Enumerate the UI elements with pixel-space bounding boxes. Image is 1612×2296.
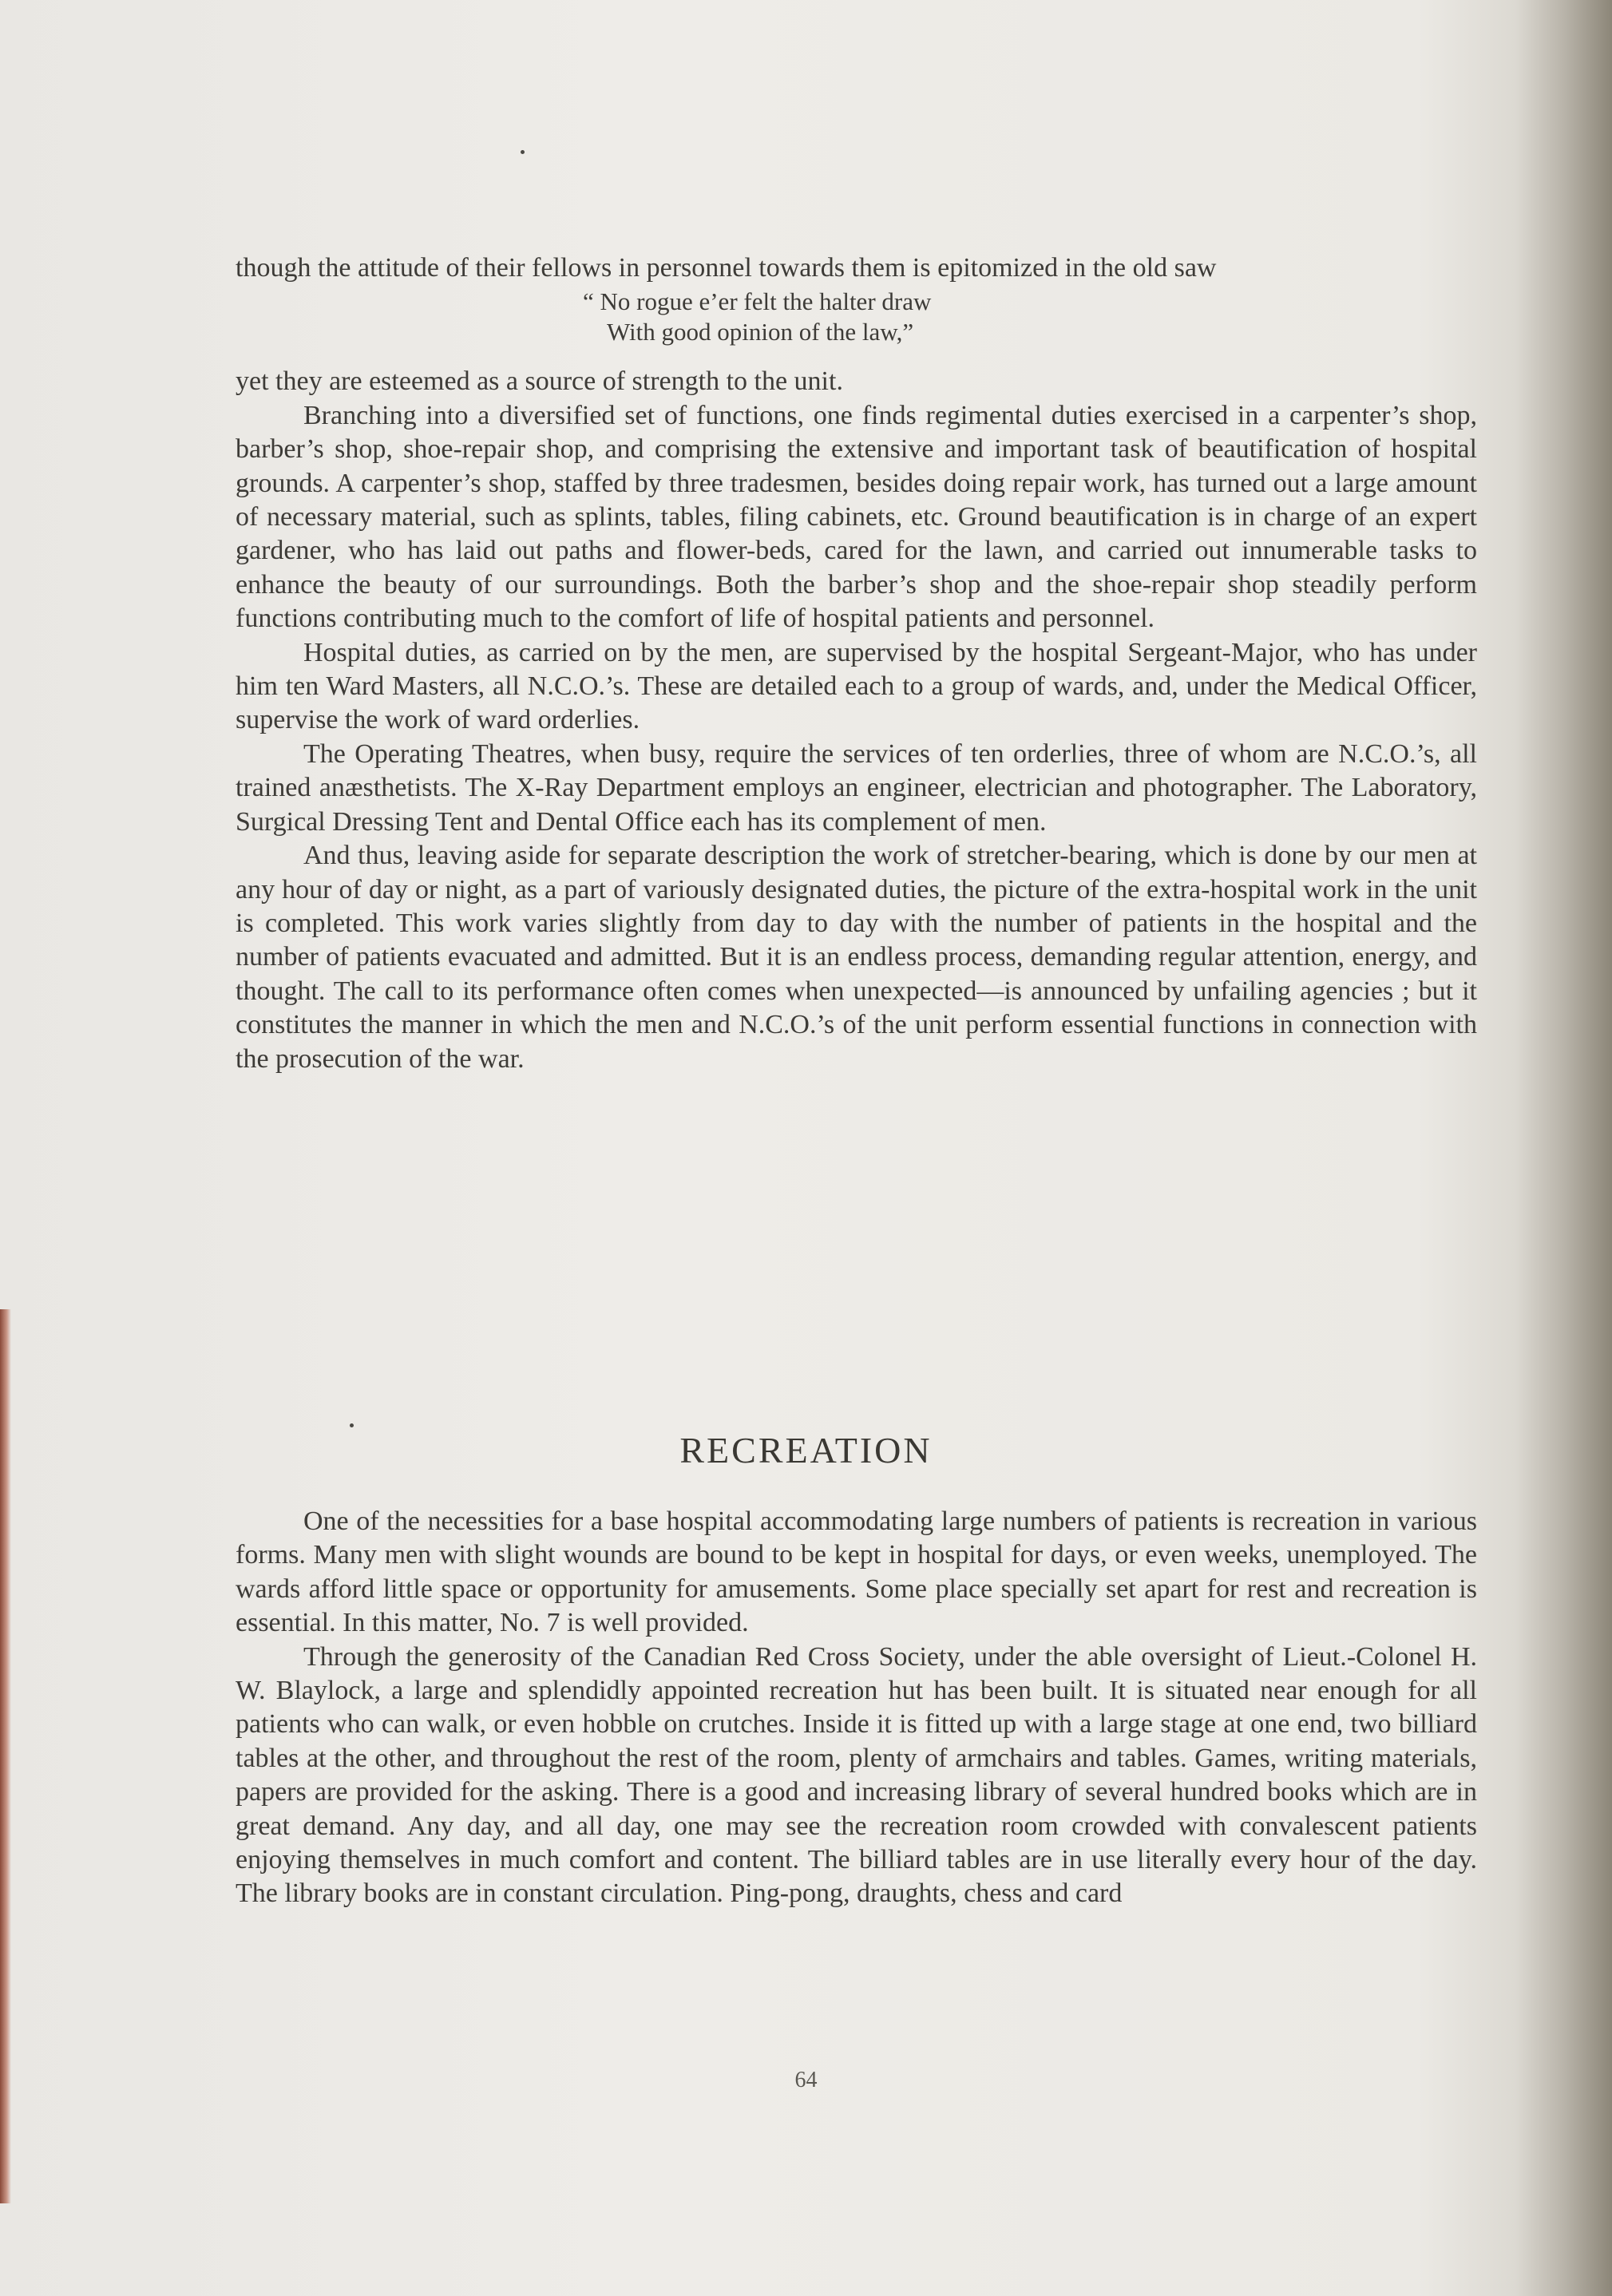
verse-line-2: With good opinion of the law,” (607, 318, 914, 346)
section-heading: RECREATION (679, 1430, 933, 1471)
paragraph: Hospital duties, as carried on by the men, are supervised by the hospital Sergeant-Major, who has under him ten Ward Masters, all N.C.O.’s. These are detailed each to a group of wards, and, under the Medical Officer, supervise the work of ward orderlies. (236, 637, 1477, 735)
verse-quote (583, 287, 1477, 347)
paragraph: One of the necessities for a base hospital accommodating large numbers of patients is recreation in various forms. Many men with slight wounds are bound to be kept in hospital for days, or even weeks, unemployed. The wards afford little space or opportunity for amusements. Some place specially set apart for rest and recreation is essential. In this matter, No. 7 is well provided. (236, 1506, 1477, 1638)
ink-speck (350, 1423, 354, 1427)
paragraph: yet they are esteemed as a source of strength to the unit. (236, 366, 843, 397)
ink-speck (521, 150, 525, 154)
page-number: 64 (794, 2068, 818, 2092)
paragraph: Branching into a diversified set of functions, one finds regimental duties exercised in a carpenter’s shop, barber’s shop, shoe-repair shop, and comprising the extensive and important task of beautification of hospital grounds. A carpenter’s shop, staffed by three tradesmen, besides doing repair work, has turned out a large amount of necessary material, such as splints, tables, filing cabinets, etc. Ground beautification is in charge of an expert gardener, who has laid out paths and flower-beds, cared for the lawn, and carried out innumerable tasks to enhance the beauty of our surroundings. Both the barber’s shop and the shoe-repair shop steadily perform functions contributing much to the comfort of life of hospital patients and personnel. (236, 400, 1477, 634)
paragraph: Through the generosity of the Canadian Red Cross Society, under the able oversight of Lieut.-Colonel H. W. Blaylock, a large and splendidly appointed recreation hut has been built. It is situated near enough for all patients who can walk, or even hobble on crutches. Inside it is fitted up with a large stage at one end, two billiard tables at the other, and throughout the rest of the room, plenty of armchairs and tables. Games, writing materials, papers are provided for the asking. There is a good and increasing library of several hundred books which are in great demand. Any day, and all day, one may see the recreation room crowded with convalescent patients enjoying themselves in much comfort and content. The billiard tables are in use literally every hour of the day. The library books are in constant circulation. Ping-pong, draughts, chess and card (236, 1641, 1477, 1909)
continuation-text: though the attitude of their fellows in personnel towards them is epitomized in the old saw (236, 253, 1217, 283)
body-text-top (236, 251, 1477, 1076)
paragraph: The Operating Theatres, when busy, require the services of ten orderlies, three of whom are N.C.O.’s, all trained anæsthetists. The X-Ray Department employs an engineer, electrician and photographer. The Laboratory, Surgical Dressing Tent and Dental Office each has its complement of men. (236, 738, 1477, 837)
paragraph: And thus, leaving aside for separate description the work of stretcher-bearing, which is done by our men at any hour of day or night, as a part of variously designated duties, the picture of the extra-hospital work in the unit is completed. This work varies slightly from day to day with the number of patients in the hospital and the number of patients evacuated and admitted. But it is an endless process, demanding regular attention, energy, and thought. The call to its performance often comes when unexpected—is announced by unfailing agencies ; but it constitutes the manner in which the men and N.C.O.’s of the unit perform essential functions in connection with the prosecution of the war. (236, 841, 1477, 1074)
verse-line-1: “ No rogue e’er felt the halter draw (583, 287, 932, 316)
body-text-recreation (236, 1505, 1477, 1911)
